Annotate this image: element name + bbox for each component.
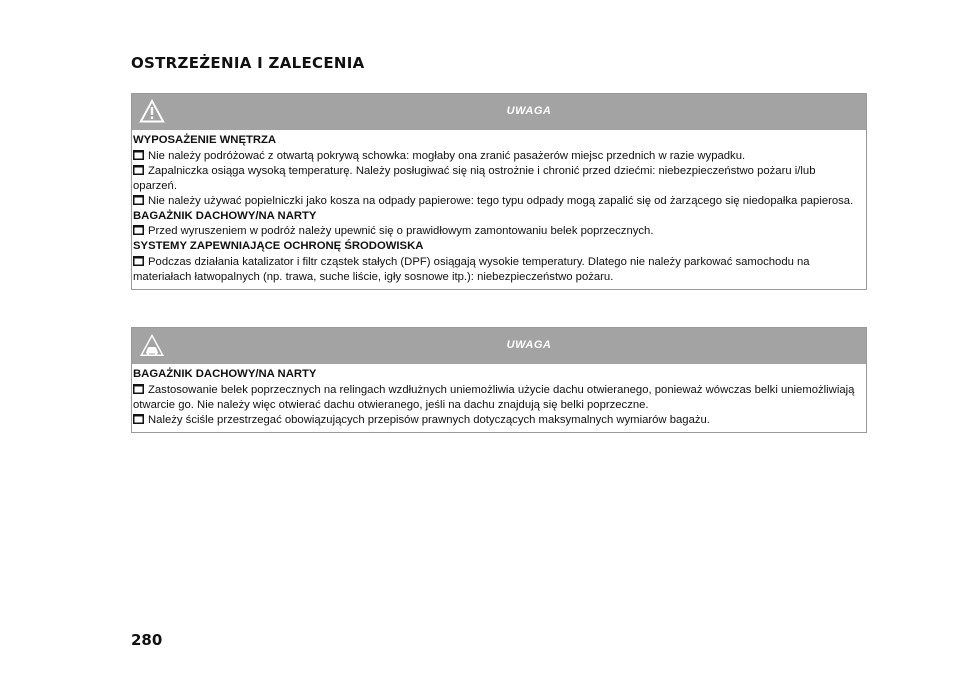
section-title: SYSTEMY ZAPEWNIAJĄCE OCHRONĘ ŚRODOWISKA: [133, 240, 424, 253]
section-title: BAGAŻNIK DACHOWY/NA NARTY: [133, 209, 317, 222]
list-item: Zastosowanie belek poprzecznych na relingach wzdłużnych uniemożliwia użycie dachu otwieranego, ponieważ wówczas belki uniemożliwiają otwarcie go. Nie należy więc otwierać dachu otwieranego, jeśli na dachu znajdują się belki poprzeczne.: [133, 383, 855, 411]
list-item: Podczas działania katalizator i filtr cząstek stałych (DPF) osiągają wysokie temperatury. Dlatego nie należy parkować samochodu na materiałach łatwopalnych (np. trawa, suche liście, igły sosnowe itp.): niebezpieczeństwo pożaru.: [133, 255, 810, 284]
warning-box-roof-rack: [131, 327, 867, 433]
bullet-icon: [133, 414, 144, 424]
warning-box-label: UWAGA: [506, 105, 552, 117]
list-item: Zapalniczka osiąga wysoką temperaturę. Należy posługiwać się nią ostrożnie i chronić przed dziećmi: niebezpieczeństwo pożaru i/lub oparzeń.: [133, 164, 816, 192]
bullet-icon: [133, 195, 144, 205]
bullet-icon: [133, 165, 144, 175]
list-item: Nie należy podróżować z otwartą pokrywą schowka: mogłaby ona zranić pasażerów miejsc przednich w razie wypadku.: [133, 149, 862, 164]
warning-box-header: [132, 328, 866, 364]
list-item: Należy ściśle przestrzegać obowiązujących przepisów prawnych dotyczących maksymalnych wymiarów bagażu.: [133, 413, 862, 428]
warning-box-interior: [131, 93, 867, 290]
bullet-icon: [133, 150, 144, 160]
bullet-icon: [133, 256, 144, 266]
list-item: Nie należy używać popielniczki jako kosza na odpady papierowe: tego typu odpady mogą zapalić się od żarzącego się niedopałka papierosa.: [133, 194, 862, 209]
bullet-icon: [133, 225, 144, 235]
list-item: Przed wyruszeniem w podróż należy upewnić się o prawidłowym zamontowaniu belek poprzecznych.: [133, 224, 862, 239]
section-title: BAGAŻNIK DACHOWY/NA NARTY: [133, 368, 317, 380]
page-number: 280: [131, 631, 163, 649]
page-title: OSTRZEŻENIA I ZALECENIA: [131, 54, 365, 72]
warning-box-header: [132, 94, 866, 130]
warning-box-label: UWAGA: [506, 339, 552, 351]
bullet-icon: [133, 384, 144, 394]
section-title: WYPOSAŻENIE WNĘTRZA: [133, 134, 277, 146]
